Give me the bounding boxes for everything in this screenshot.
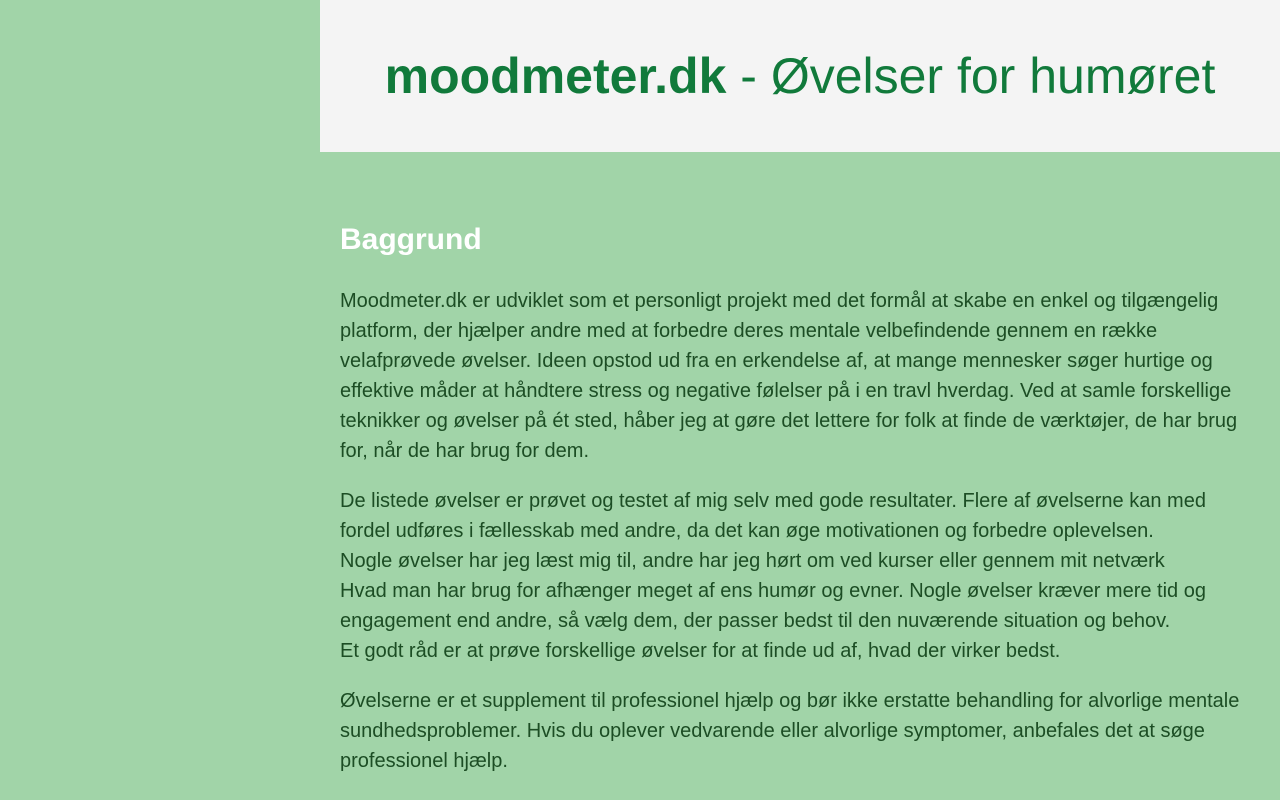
- paragraph-line: Et godt råd er at prøve forskellige øvelser for at finde ud af, hvad der virker bedst.: [340, 640, 1061, 662]
- title-separator: -: [726, 48, 771, 104]
- paragraph-line: Nogle øvelser har jeg læst mig til, andre har jeg hørt om ved kurser eller gennem mit netværk: [340, 550, 1165, 572]
- site-title: [384, 48, 1216, 104]
- main-content: [340, 152, 1245, 776]
- site-brand: moodmeter.dk: [384, 48, 727, 104]
- paragraph-exercises-info: [340, 486, 1245, 666]
- paragraph-disclaimer: [340, 686, 1245, 776]
- sidebar: [0, 0, 320, 800]
- paragraph-background-intro: [340, 286, 1245, 466]
- section-heading: Baggrund: [340, 223, 482, 256]
- site-header: [320, 0, 1280, 152]
- paragraph-line: Øvelserne er et supplement til professionel hjælp og bør ikke erstatte behandling for alvorlige mentale sundhedsproblemer. Hvis du oplever vedvarende eller alvorlige symptomer, anbefales det at søge professionel hjælp.: [340, 690, 1240, 772]
- paragraph-line: Moodmeter.dk er udviklet som et personligt projekt med det formål at skabe en enkel og tilgængelig platform, der hjælper andre med at forbedre deres mentale velbefindende gennem en række velafprøvede øvelser. Ideen opstod ud fra en erkendelse af, at mange mennesker søger hurtige og effektive måder at håndtere stress og negative følelser på i en travl hverdag. Ved at samle forskellige teknikker og øvelser på ét sted, håber jeg at gøre det lettere for folk at finde de værktøjer, de har brug for, når de har brug for dem.: [340, 290, 1238, 462]
- paragraph-line: Hvad man har brug for afhænger meget af ens humør og evner. Nogle øvelser kræver mere tid og engagement end andre, så vælg dem, der passer bedst til den nuværende situation og behov.: [340, 580, 1206, 632]
- site-tagline: Øvelser for humøret: [770, 48, 1216, 104]
- paragraph-line: De listede øvelser er prøvet og testet af mig selv med gode resultater. Flere af øvelserne kan med fordel udføres i fællesskab med andre, da det kan øge motivationen og forbedre oplevelsen.: [340, 490, 1206, 542]
